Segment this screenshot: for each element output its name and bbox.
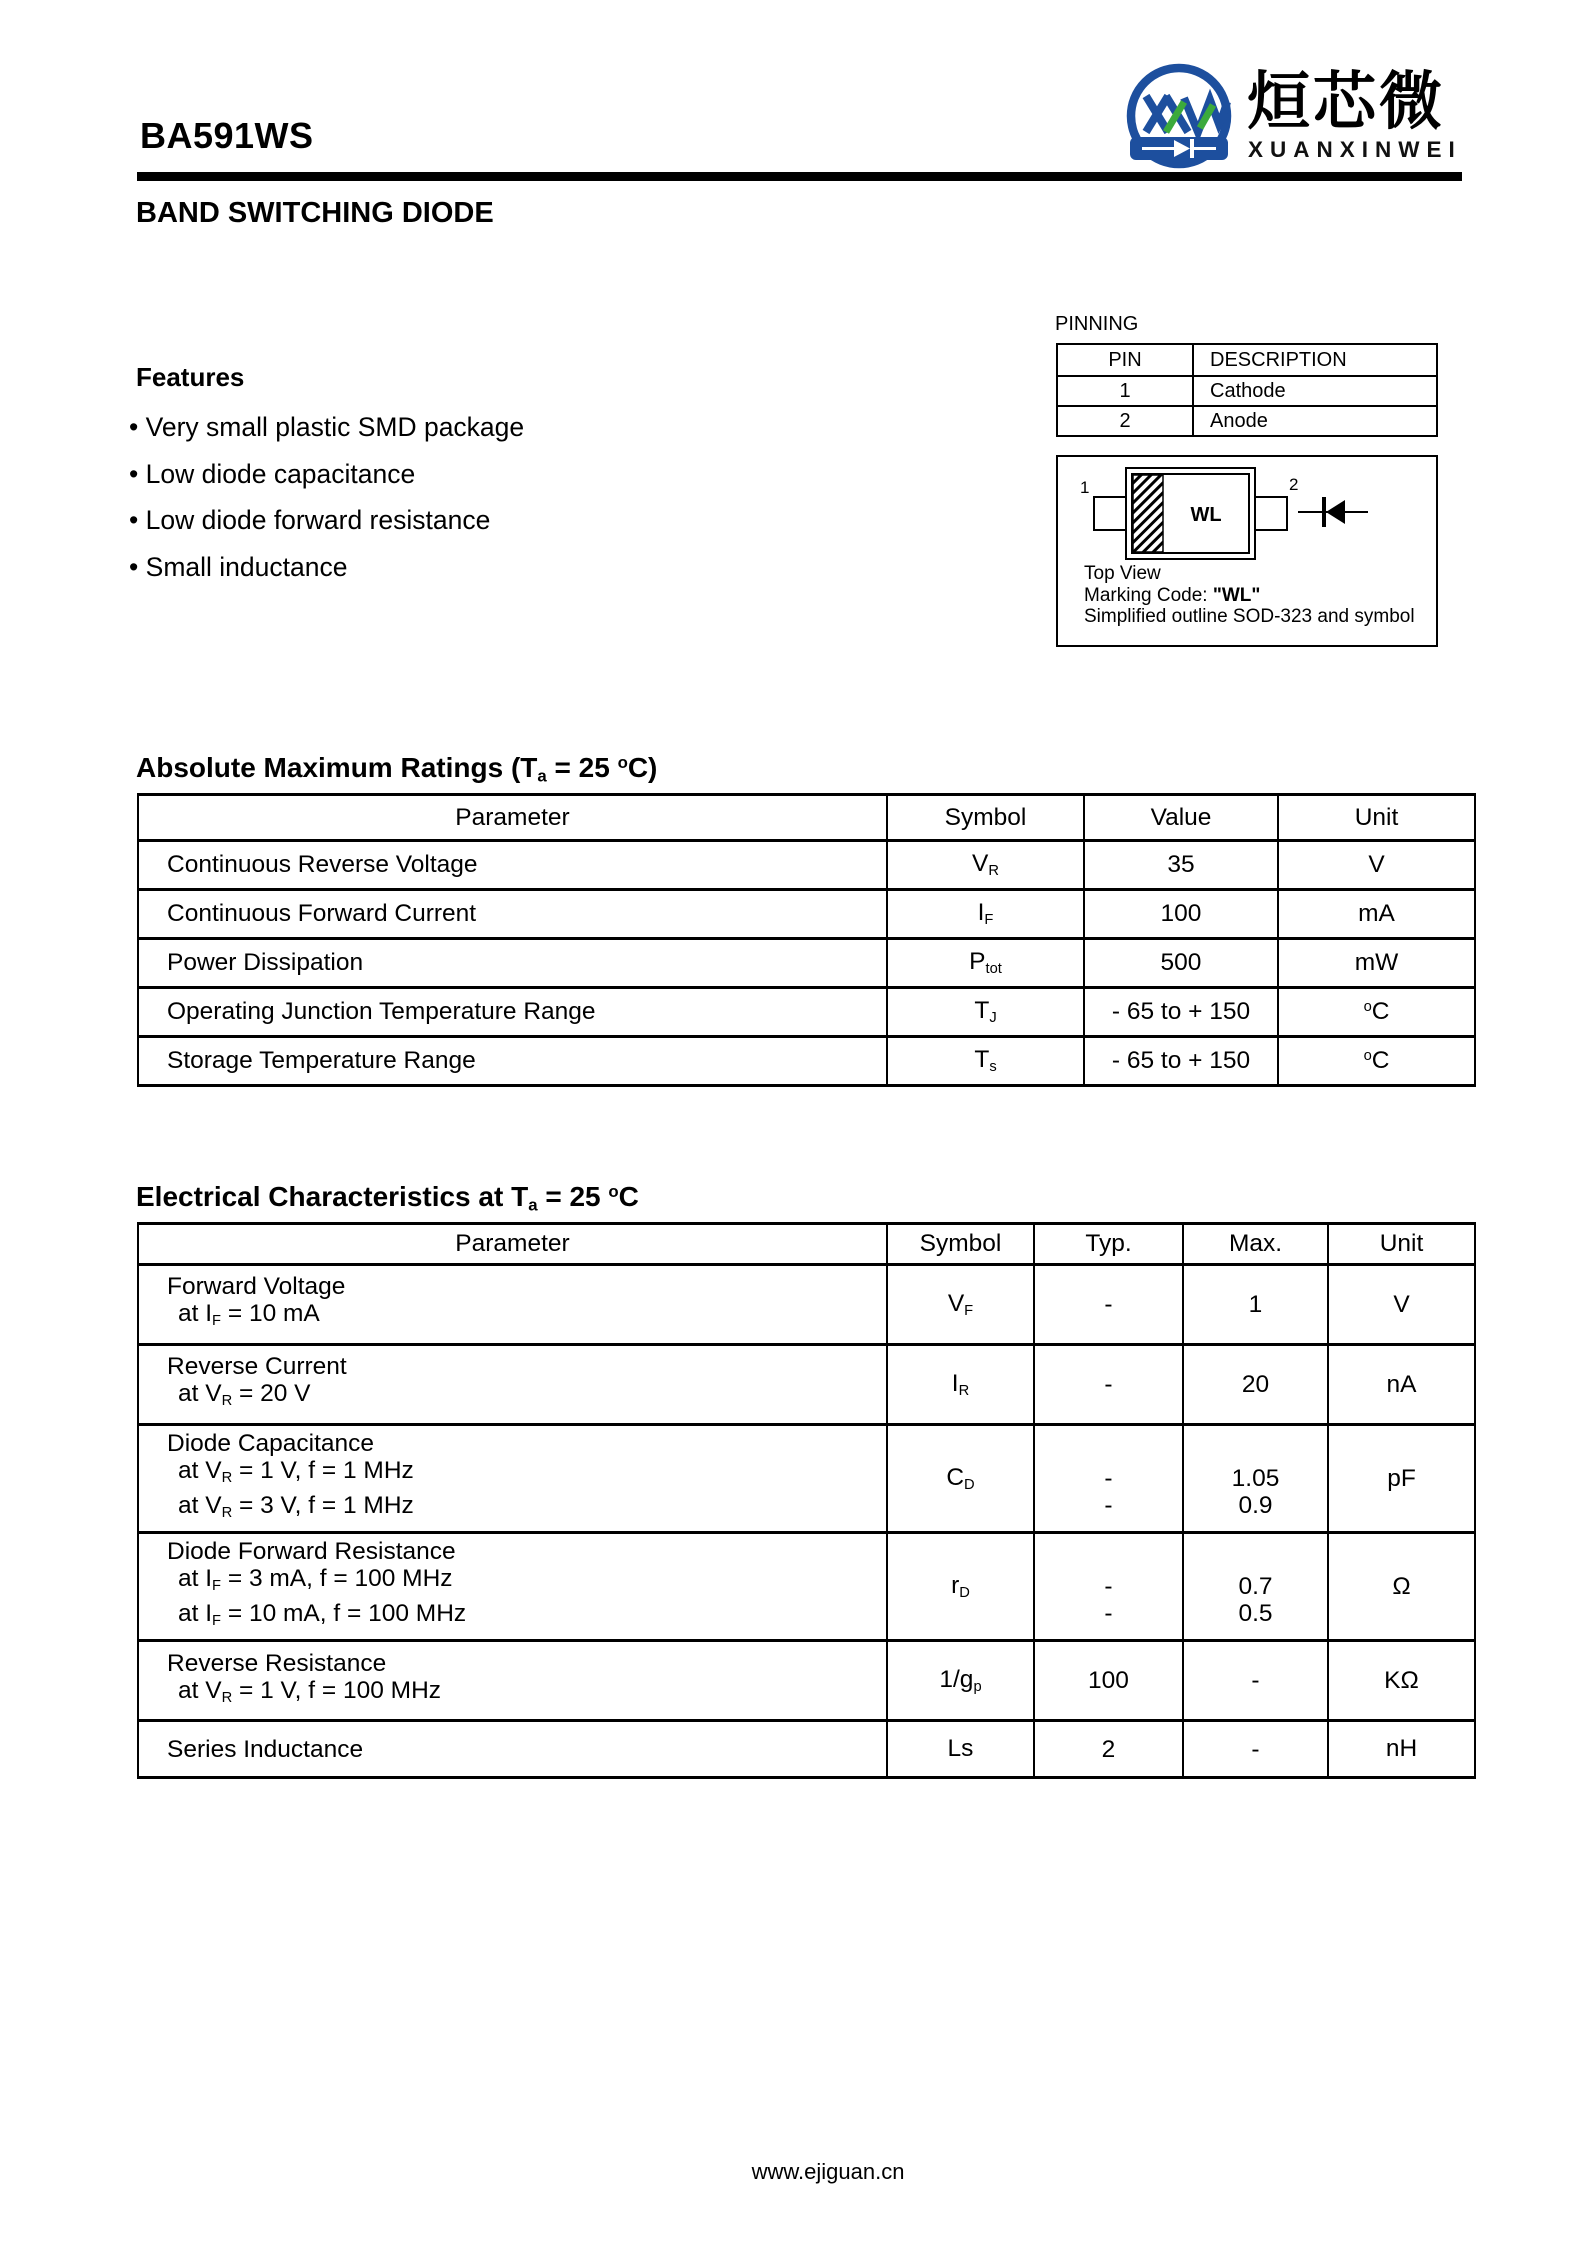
table-row (138, 988, 1475, 1037)
feature-item: • Very small plastic SMD package (129, 412, 525, 442)
symbol-cell: $V_R$ (887, 841, 1084, 890)
column-header: Parameter (138, 1224, 887, 1265)
symbol-cell: $r_D$ (887, 1533, 1034, 1641)
table-row (138, 841, 1475, 890)
footer-url: www.ejiguan.cn (751, 2159, 905, 2184)
parameter-cell: Continuous Forward Current (138, 890, 887, 939)
column-header: Unit (1328, 1224, 1475, 1265)
electrical-characteristics-table (137, 1222, 1476, 1779)
parameter-cell: Reverse Current at $V_R = 20$ V (138, 1345, 887, 1425)
table-row (138, 1533, 1475, 1641)
symbol-cell: $P_{tot}$ (887, 939, 1084, 988)
max-cell: - (1183, 1721, 1328, 1778)
column-header: Typ. (1034, 1224, 1183, 1265)
pin-number: 1 (1057, 376, 1193, 406)
typ-cell: - (1034, 1345, 1183, 1425)
typ-cell: 100 (1034, 1641, 1183, 1721)
symbol-cell: $1/g_p$ (887, 1641, 1034, 1721)
symbol-cell: $I_R$ (887, 1345, 1034, 1425)
pin1-label: 1 (1080, 478, 1090, 497)
features-heading: Features (136, 362, 245, 392)
parameter-cell: Power Dissipation (138, 939, 887, 988)
parameter-cell: Diode Forward Resistance at $I_F = 3$ mA, f = 100 MHz at $I_F = 10$ mA, f = 100 MHz (138, 1533, 887, 1641)
table-row (138, 1721, 1475, 1778)
abs-max-ratings-title: Absolute Maximum Ratings ($T_a = 25$ $^o$C) (136, 752, 658, 786)
pin2-label: 2 (1289, 475, 1299, 494)
pin-description: Cathode (1193, 376, 1437, 406)
feature-item: • Low diode forward resistance (129, 505, 491, 535)
symbol-cell: $V_F$ (887, 1265, 1034, 1345)
table-header-row (138, 795, 1475, 841)
table-row (138, 1265, 1475, 1345)
unit-cell: mW (1278, 939, 1475, 988)
table-row (138, 1037, 1475, 1086)
table-row (138, 939, 1475, 988)
typ-cell: - (1034, 1265, 1183, 1345)
pin-number: 2 (1057, 406, 1193, 436)
symbol-cell: $I_F$ (887, 890, 1084, 939)
unit-cell: KΩ (1328, 1641, 1475, 1721)
table-row (138, 1425, 1475, 1533)
package-caption (1084, 563, 1415, 628)
unit-cell: $^o$C (1278, 988, 1475, 1037)
value-cell: - 65 to + 150 (1084, 1037, 1278, 1086)
top-view-label: Top View (1084, 563, 1161, 584)
parameter-cell: Operating Junction Temperature Range (138, 988, 887, 1037)
part-number: BA591WS (140, 115, 314, 156)
symbol-cell: $C_D$ (887, 1425, 1034, 1533)
parameter-cell: Storage Temperature Range (138, 1037, 887, 1086)
feature-item: • Low diode capacitance (129, 458, 416, 489)
electrical-characteristics-title: Electrical Characteristics at $T_a = 25$ $^o$C (136, 1181, 639, 1215)
pinning-table (1056, 343, 1438, 437)
column-header: Unit (1278, 795, 1475, 841)
column-header: Symbol (887, 795, 1084, 841)
max-cell: 1.05 0.9 (1183, 1425, 1328, 1533)
table-row (138, 1641, 1475, 1721)
max-cell: 0.7 0.5 (1183, 1533, 1328, 1641)
marking-code-label: Marking Code: "WL" (1084, 584, 1261, 606)
unit-cell: Ω (1328, 1533, 1475, 1641)
page-title: BAND SWITCHING DIODE (136, 197, 494, 229)
pinning-header-row (1057, 344, 1437, 376)
typ-cell: 2 (1034, 1721, 1183, 1778)
unit-cell: nA (1328, 1345, 1475, 1425)
parameter-cell: Forward Voltage at $I_F = 10$ mA (138, 1265, 887, 1345)
column-header: Parameter (138, 795, 887, 841)
table-row (138, 1345, 1475, 1425)
symbol-cell: Ls (887, 1721, 1034, 1778)
value-cell: 100 (1084, 890, 1278, 939)
company-name-latin: XUANXINWEI (1248, 137, 1462, 162)
unit-cell: mA (1278, 890, 1475, 939)
package-outline-box (1056, 455, 1438, 647)
unit-cell: nH (1328, 1721, 1475, 1778)
column-header: Symbol (887, 1224, 1034, 1265)
table-row (1057, 406, 1437, 436)
company-name-chinese: 烜芯微 (1247, 67, 1445, 137)
table-header-row (138, 1224, 1475, 1265)
outline-note: Simplified outline SOD-323 and symbol (1084, 606, 1415, 627)
parameter-cell: Diode Capacitance at $V_R = 1$ V, f = 1 MHz at $V_R = 3$ V, f = 1 MHz (138, 1425, 887, 1533)
table-row (1057, 376, 1437, 406)
header-rule (137, 172, 1462, 181)
unit-cell: V (1328, 1265, 1475, 1345)
features-list (129, 404, 524, 590)
value-cell: 35 (1084, 841, 1278, 890)
typ-cell: - - (1034, 1533, 1183, 1641)
unit-cell: pF (1328, 1425, 1475, 1533)
logo-mark-icon (1122, 60, 1238, 174)
typ-cell: - - (1034, 1425, 1183, 1533)
max-cell: 20 (1183, 1345, 1328, 1425)
parameter-cell: Continuous Reverse Voltage (138, 841, 887, 890)
symbol-cell: $T_J$ (887, 988, 1084, 1037)
diode-symbol-icon (1298, 497, 1368, 527)
parameter-cell: Series Inductance (138, 1721, 887, 1778)
table-row (138, 890, 1475, 939)
max-cell: 1 (1183, 1265, 1328, 1345)
column-header: Max. (1183, 1224, 1328, 1265)
feature-item: • Small inductance (129, 551, 348, 582)
pin-description: Anode (1193, 406, 1437, 436)
parameter-cell: Reverse Resistance at $V_R = 1$ V, f = 100 MHz (138, 1641, 887, 1721)
unit-cell: $^o$C (1278, 1037, 1475, 1086)
value-cell: - 65 to + 150 (1084, 988, 1278, 1037)
symbol-cell: $T_s$ (887, 1037, 1084, 1086)
column-header: Value (1084, 795, 1278, 841)
pinning-heading: PINNING (1055, 313, 1139, 335)
unit-cell: V (1278, 841, 1475, 890)
abs-max-ratings-table (137, 793, 1476, 1087)
pin-column-header: PIN (1057, 344, 1193, 376)
marking-code-on-package: WL (1190, 504, 1222, 526)
value-cell: 500 (1084, 939, 1278, 988)
company-logo (1122, 60, 1238, 174)
max-cell: - (1183, 1641, 1328, 1721)
description-column-header: DESCRIPTION (1193, 344, 1437, 376)
